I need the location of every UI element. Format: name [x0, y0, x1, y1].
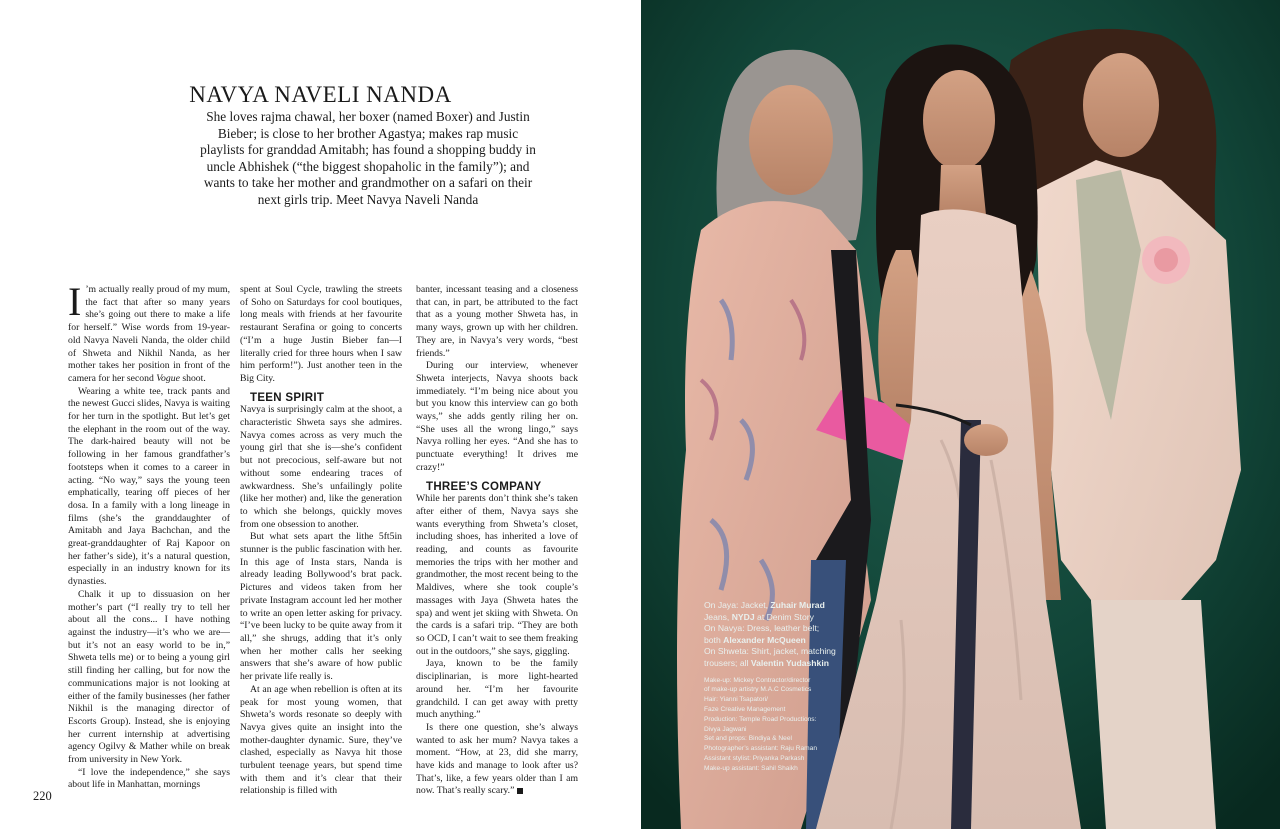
face-middle	[923, 70, 995, 170]
paragraph: Jaya, known to be the family disciplinarian, is more light-hearted around her. “I’m her favourite grandchild. I can get away with pretty much anything.”	[416, 658, 578, 721]
paragraph: Wearing a white tee, track pants and the newest Gucci slides, Navya is waiting for her turn in the spotlight. But let’s get the elephant in the room out of the way. The dark-haired beauty will not be following in her famous grandfather’s footsteps when it comes to a career in acting. “No way,” says the young teen emphatically, tearing off pieces of her dosa. In a family with a long lineage in films (she’s the granddaughter of Amitabh and Jaya Bachchan, and the great-granddaughter of Raj Kapoor on her father’s side), it’s a natural question, especially in an industry known for its dynasties.	[68, 385, 230, 588]
paragraph: Navya is surprisingly calm at the shoot, a characteristic Shweta says she admires. Navya comes across as very much the young girl that she is—she’s confident but not precocious, self-aware but not without some endearing traces of awkwardness. She’s unfailingly polite (like her mother) and, like the generation to which she belongs, quickly moves from one obsession to another.	[240, 404, 402, 530]
column-2	[240, 284, 402, 798]
fashion-credits: On Jaya: Jacket, Zuhair Murad Jeans, NYDJ at Denim Story On Navya: Dress, leather belt; both Alexander McQueen On Shweta: Shirt, jacket, matching trousers; all Valentin Yudashkin Make-up: Mickey Contractor/director of make-up artistry M.A.C Cosmetics Hair: Yianni Tsapatori/ Faze Creative Management Production: Temple Road Productions: Divya Jagwani Set and props: Bindiya & Neel Photographer’s assistant: Raju Raman Assistant stylist: Priyanka Parkash Make-up assistant: Sahil Shaikh	[704, 600, 836, 772]
paragraph: At an age when rebellion is often at its peak for most young women, that Shweta’s words resonate so deeply with Navya gives quite an insight into the mother-daughter dynamic. Sure, they’ve clashed, especially as Navya hit those turbulent teenage years, but spend time with them and it’s clear that their relationship is filled with	[240, 683, 402, 797]
paragraph: Is there one question, she’s always wanted to ask her mum? Navya takes a moment. “How, at 23, did she marry, have kids and manage to look after us? That’s, like, a few years older than I am now. That’s really scary.”	[416, 721, 578, 797]
trousers	[1091, 600, 1216, 829]
hand	[964, 424, 1008, 456]
column-1	[68, 279, 230, 792]
column-3	[416, 284, 578, 798]
article-standfirst: She loves rajma chawal, her boxer (named Boxer) and Justin Bieber; is close to her brother Agastya; makes rap music playlists for granddad Amitabh; has found a shopping buddy in uncle Abhishek (“the biggest shopaholic in the family”); and wants to take her mother and grandmother on a safari on their next girls trip. Meet Navya Naveli Nanda	[200, 109, 536, 207]
subhead-teen-spirit: TEEN SPIRIT	[250, 391, 325, 404]
subhead-threes-company: THREE’S COMPANY	[426, 480, 542, 493]
end-mark-icon	[517, 788, 523, 794]
face-right	[1083, 53, 1159, 157]
paragraph: While her parents don’t think she’s taken after either of them, Navya says she wants everything from Shweta’s closet, including shoes, has inherited a love of reading, and counts as favourite memories the trips with her mother and grandmother, the most recent being to the Maldives, where she took couple’s massages with Jaya (Shweta hates the spa) and went jet skiing with Shweta. On the cards is a safari trip. “They are both so OCD, I can’t wait to see them freaking out in the outdoors,” she says, giggling.	[416, 493, 578, 657]
paragraph: spent at Soul Cycle, trawling the streets of Soho on Saturdays for cool boutiques, long meals with friends at her favourite restaurant Serafina or going to concerts (“I’m a huge Justin Bieber fan—I literally cried for three hours when I saw him perform!”). Just another teen in the Big City.	[240, 284, 402, 384]
paragraph: Chalk it up to dissuasion on her mother’s part (“I really try to tell her about all the cons... I have nothing against the industry—it’s who we are—but it’s not an easy world to be in,” Shweta tells me) or to being a young girl still finding her calling, but for now the communications major is not looking at either of the family businesses (her father Nikhil is the managing director of Escorts Group). Instead, she is enjoying her current internship at advertising agency Ogilvy & Mather while on break from university in New York.	[68, 588, 230, 766]
page-number: 220	[33, 789, 52, 803]
article-title: NAVYA NAVELI NANDA	[189, 82, 452, 107]
face-left	[749, 85, 833, 195]
paragraph: “I love the independence,” she says about life in Manhattan, mornings	[68, 766, 230, 791]
paragraph: During our interview, whenever Shweta interjects, Navya shoots back immediately. “I’m being nice about you but you know this interview can go both ways,” she adds gently riling her on. “She uses all the wrong lingo,” says Navya rolling her eyes. “And she has to punctuate everything! It drives me crazy!”	[416, 360, 578, 473]
paragraph: But what sets apart the lithe 5ft5in stunner is the public fascination with her. In this age of Insta stars, Nanda is already leading Bollywood’s brat pack. Pictures and videos taken from her private Instagram account led her mother to write an open letter asking for privacy. “I’ve been lucky to be quite away from it all,” she shrugs, adding that it’s only when her mother calls her seeking answers that she’s aware of how public her private life really is.	[240, 531, 402, 683]
drop-cap: I	[68, 279, 82, 324]
right-page-photo	[641, 0, 1280, 829]
paragraph: banter, incessant teasing and a closeness that can, in part, be attributed to the fact that as a young mother Shweta has, in many ways, grown up with her children. They are, in Navya’s very words, “best friends.”	[416, 284, 578, 359]
article-body	[68, 279, 581, 797]
paragraph: I ’m actually really proud of my mum, the fact that after so many years she’s going out there to make a life for herself.” Wise words from 19-year-old Navya Naveli Nanda, the older child of Shweta and Nikhil Nanda, as her mother takes her position in front of the camera for her second Vogue shoot.	[68, 279, 230, 384]
neck	[939, 165, 986, 215]
